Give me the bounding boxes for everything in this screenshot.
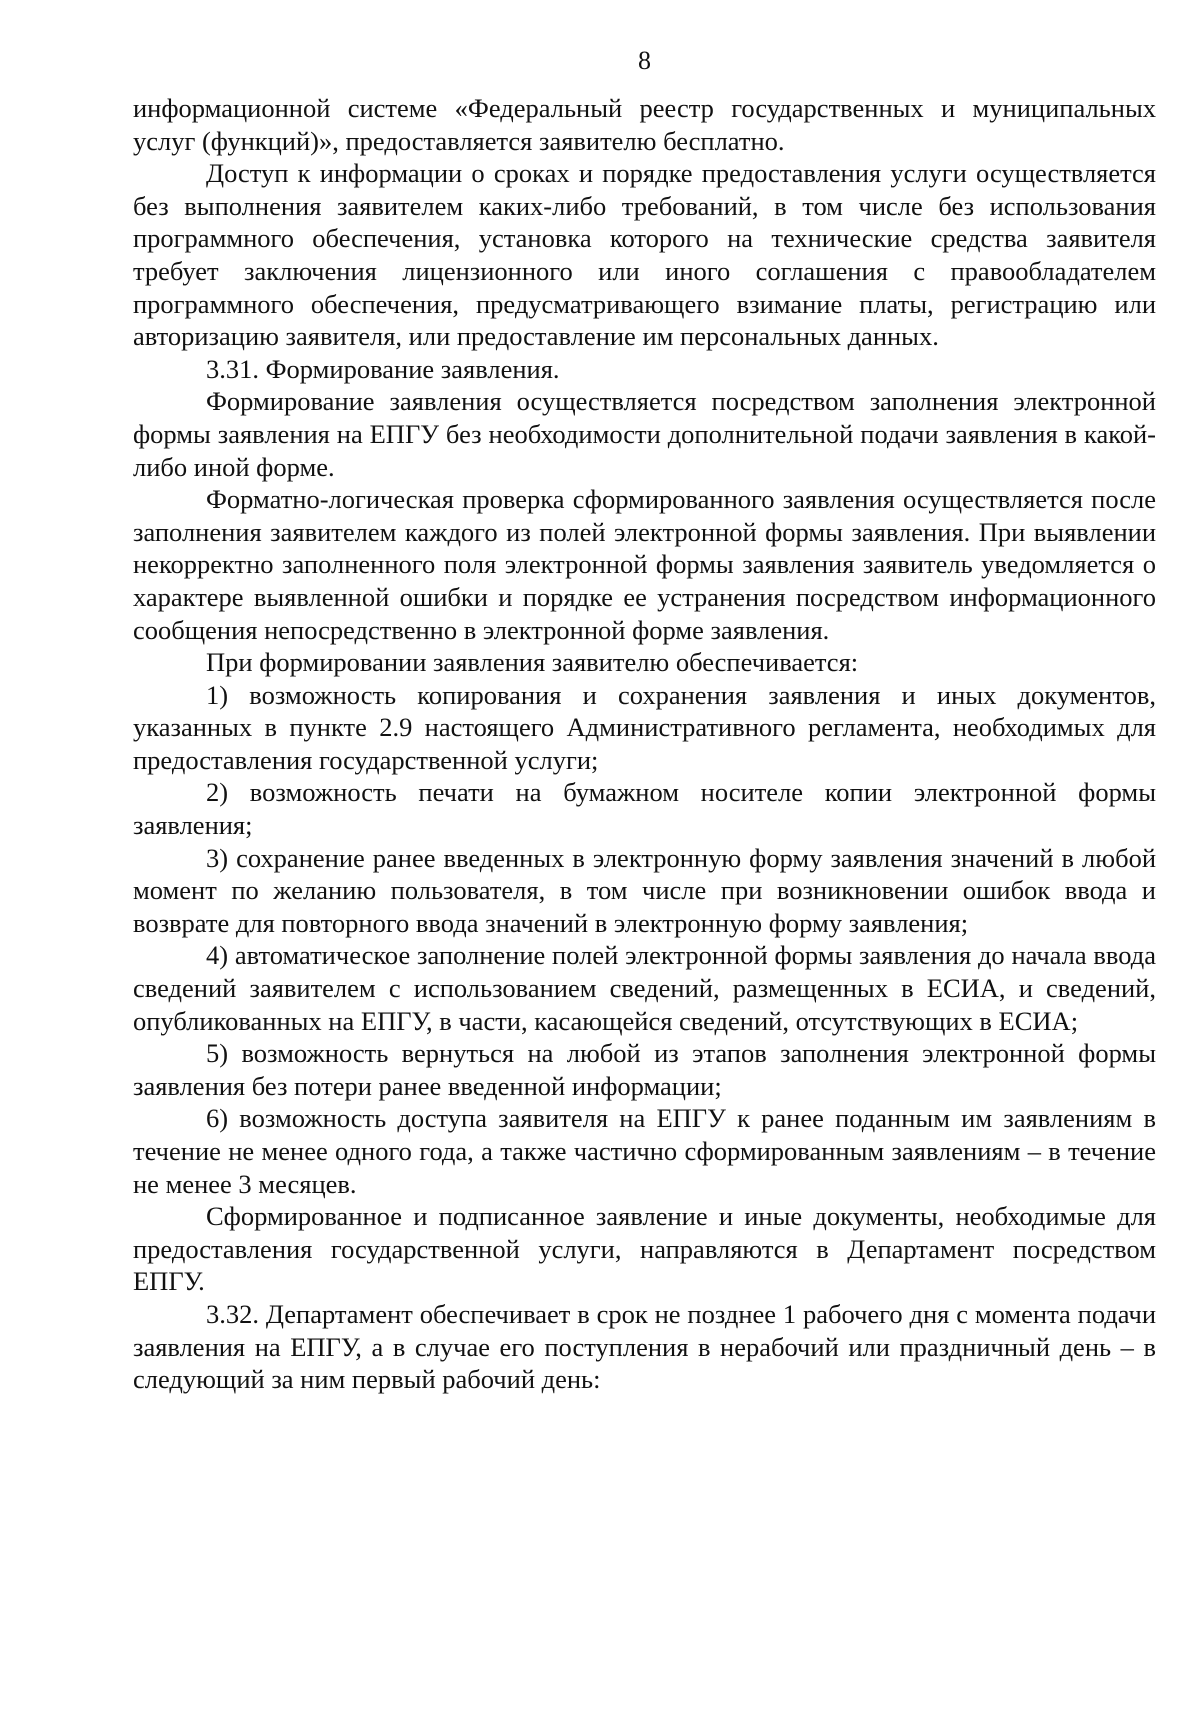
page-number: 8 [638,46,651,75]
document-page [133,0,1156,1713]
paragraph-continuation: информационной системе «Федеральный реестр государственных и муниципальных услуг (функций)», предоставляется заявителю бесплатно. [133,93,1156,156]
paragraph-format-check: Форматно-логическая проверка сформированного заявления осуществляется после заполнения заявителем каждого из полей электронной формы заявления. При выявлении некорректно заполненного поля электронной формы заявления заявитель уведомляется о характере выявленной ошибки и порядке ее устранения посредством информационного сообщения непосредственно в электронной форме заявления. [133,484,1156,645]
list-item-1: 1) возможность копирования и сохранения заявления и иных документов, указанных в пункте 2.9 настоящего Административного регламента, необходимых для предоставления государственной услуги; [133,679,1156,775]
list-item-3: 3) сохранение ранее введенных в электронную форму заявления значений в любой момент по желанию пользователя, в том числе при возникновении ошибок ввода и возврате для повторного ввода значений в электронную форму заявления; [133,842,1156,938]
list-item-2: 2) возможность печати на бумажном носителе копии электронной формы заявления; [133,777,1156,841]
list-item-6: 6) возможность доступа заявителя на ЕПГУ к ранее поданным им заявлениям в течение не менее одного года, а также частично сформированным заявлениям – в течение не менее 3 месяцев. [133,1103,1156,1199]
section-heading-3-31: 3.31. Формирование заявления. [206,353,560,384]
list-item-4: 4) автоматическое заполнение полей электронной формы заявления до начала ввода сведений заявителем с использованием сведений, размещенных в ЕСИА, и сведений, опубликованных на ЕПГУ, в части, касающейся сведений, отсутствующих в ЕСИА; [133,940,1156,1036]
paragraph-provisions-intro: При формировании заявления заявителю обеспечивается: [206,647,859,678]
list-item-5: 5) возможность вернуться на любой из этапов заполнения электронной формы заявления без потери ранее введенной информации; [133,1038,1156,1101]
section-3-32: 3.32. Департамент обеспечивает в срок не позднее 1 рабочего дня с момента подачи заявления на ЕПГУ, а в случае его поступления в нерабочий или праздничный день – в следующий за ним первый рабочий день: [133,1298,1156,1395]
paragraph-access-info: Доступ к информации о сроках и порядке предоставления услуги осуществляется без выполнения заявителем каких-либо требований, в том числе без использования программного обеспечения, установка которого на технические средства заявителя требует заключения лицензионного или иного соглашения с правообладателем программного обеспечения, предусматривающего взимание платы, регистрацию или авторизацию заявителя, или предоставление им персональных данных. [133,158,1156,352]
document-body [133,92,1156,1396]
paragraph-submission: Сформированное и подписанное заявление и иные документы, необходимые для предоставления государственной услуги, направляются в Департамент посредством ЕПГУ. [133,1201,1156,1297]
paragraph-form-creation: Формирование заявления осуществляется посредством заполнения электронной формы заявления на ЕПГУ без необходимости дополнительной подачи заявления в какой-либо иной форме. [133,386,1156,482]
